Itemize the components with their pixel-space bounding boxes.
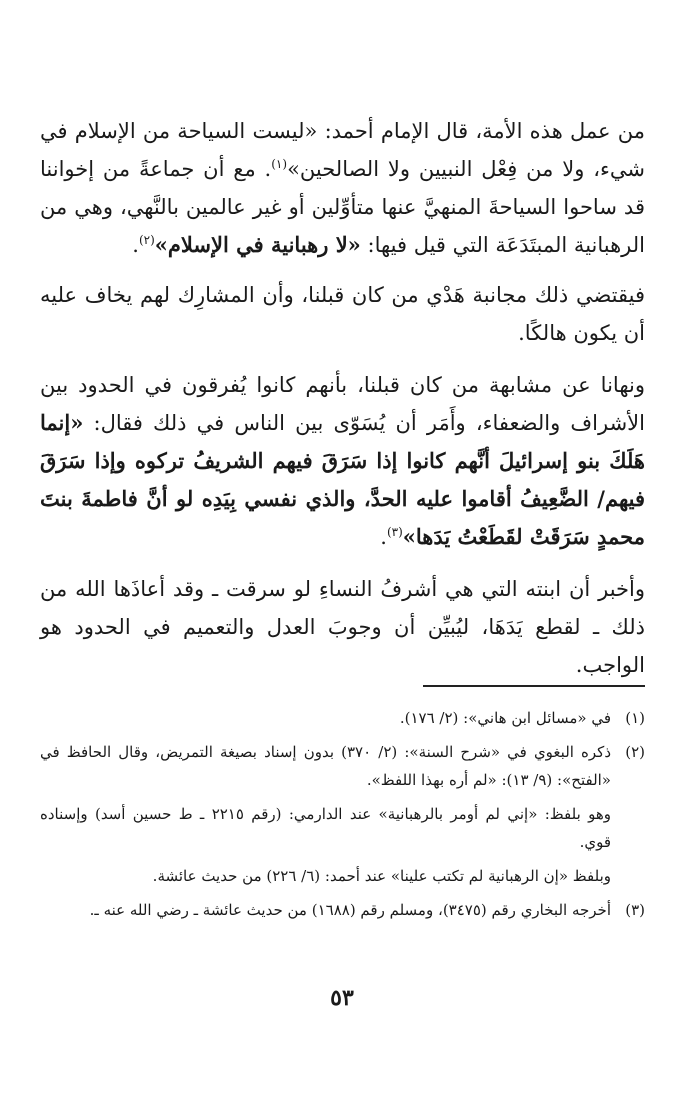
footnote-text: أخرجه البخاري رقم (٣٤٧٥)، ومسلم رقم (١٦٨٨) من حديث عائشة ـ رضي الله عنه ـ.	[89, 901, 611, 919]
footnote-divider	[423, 685, 645, 687]
paragraph-text: .	[132, 233, 139, 257]
paragraph-sihaa	[40, 112, 645, 264]
footnote-3	[40, 896, 645, 924]
footnote-ref[interactable]: (١)	[271, 157, 288, 171]
paragraph-mujanaba: فيقتضي ذلك مجانبة هَدْي من كان قبلنا، وأن المشارِك لهم يخاف عليه أن يكون هالكًا.	[40, 283, 645, 345]
paragraph-fatima: وأخبر أن ابنته التي هي أشرفُ النساءِ لو سرقت ـ وقد أعاذَها الله من ذلك ـ لقطع يَدَهَا، ليُبيِّن أن وجوبَ العدل والتعميم في الحدود هو الواجب.	[40, 577, 645, 677]
page-number: ٥٣	[330, 985, 354, 1011]
paragraph-text: . مع أن جماعةً من إخواننا قد ساحوا السياحةَ المنهيَّ عنها متأوِّلين أو غير عالمين بالنَّهي، وهي من الرهبانية المبتَدَعَة التي قيل فيها:	[40, 157, 645, 257]
footnote-number: (٣)	[625, 901, 645, 919]
footnote-text: ذكره البغوي في «شرح السنة»: (٢/ ٣٧٠) بدون إسناد بصيغة التمريض، وقال الحافظ في «الفتح»: (٩/ ١٣): «لم أره بهذا اللفظ».	[40, 743, 611, 789]
paragraph-text: .	[380, 525, 387, 549]
footnotes	[40, 704, 645, 930]
paragraph-text: من عمل هذه الأمة، قال الإمام أحمد: «ليست السياحة من الإسلام في شيء، ولا من فِعْل النبيين ولا الصالحين»	[40, 119, 645, 181]
footnote-1	[40, 704, 645, 732]
footnote-ref[interactable]: (٢)	[138, 233, 155, 247]
footnote-number: (٢)	[625, 743, 645, 761]
footnote-ref[interactable]: (٣)	[386, 525, 403, 539]
footnote-number: (١)	[625, 709, 645, 727]
footnote-2-darimi: وهو بلفظ: «إني لم أومر بالرهبانية» عند الدارمي: (رقم ٢٢١٥ ـ ط حسين أسد) وإسناده قوي.	[40, 805, 611, 851]
book-page	[40, 112, 645, 992]
paragraph-hudud	[40, 366, 645, 556]
footnote-2-ahmad: وبلفظ «إن الرهبانية لم تكتب علينا» عند أحمد: (٦/ ٢٢٦) من حديث عائشة.	[152, 867, 611, 885]
paragraph-text: ونهانا عن مشابهة من كان قبلنا، بأنهم كانوا يُفرقون في الحدود بين الأشراف والضعفاء، وأَمَر أن يُسَوّى بين الناس في ذلك فقال:	[40, 373, 645, 435]
footnote-text: في «مسائل ابن هاني»: (٢/ ١٧٦).	[399, 709, 611, 727]
quote-bold: «لا رهبانية في الإسلام»	[154, 232, 361, 257]
hadith-quote-bold: «إنما هَلَكَ بنو إسرائيلَ أنَّهم كانوا إذا سَرَقَ فيهم الشريفُ تركوه وإذا سَرَقَ فيهم/ الضَّعِيفُ أقاموا عليه الحدَّ، والذي نفسي بِيَدِه لو أنَّ فاطمةَ بنتَ محمدٍ سَرَقَتْ لقَطَعْتُ يَدَها»	[40, 410, 645, 549]
footnote-2	[40, 738, 645, 794]
